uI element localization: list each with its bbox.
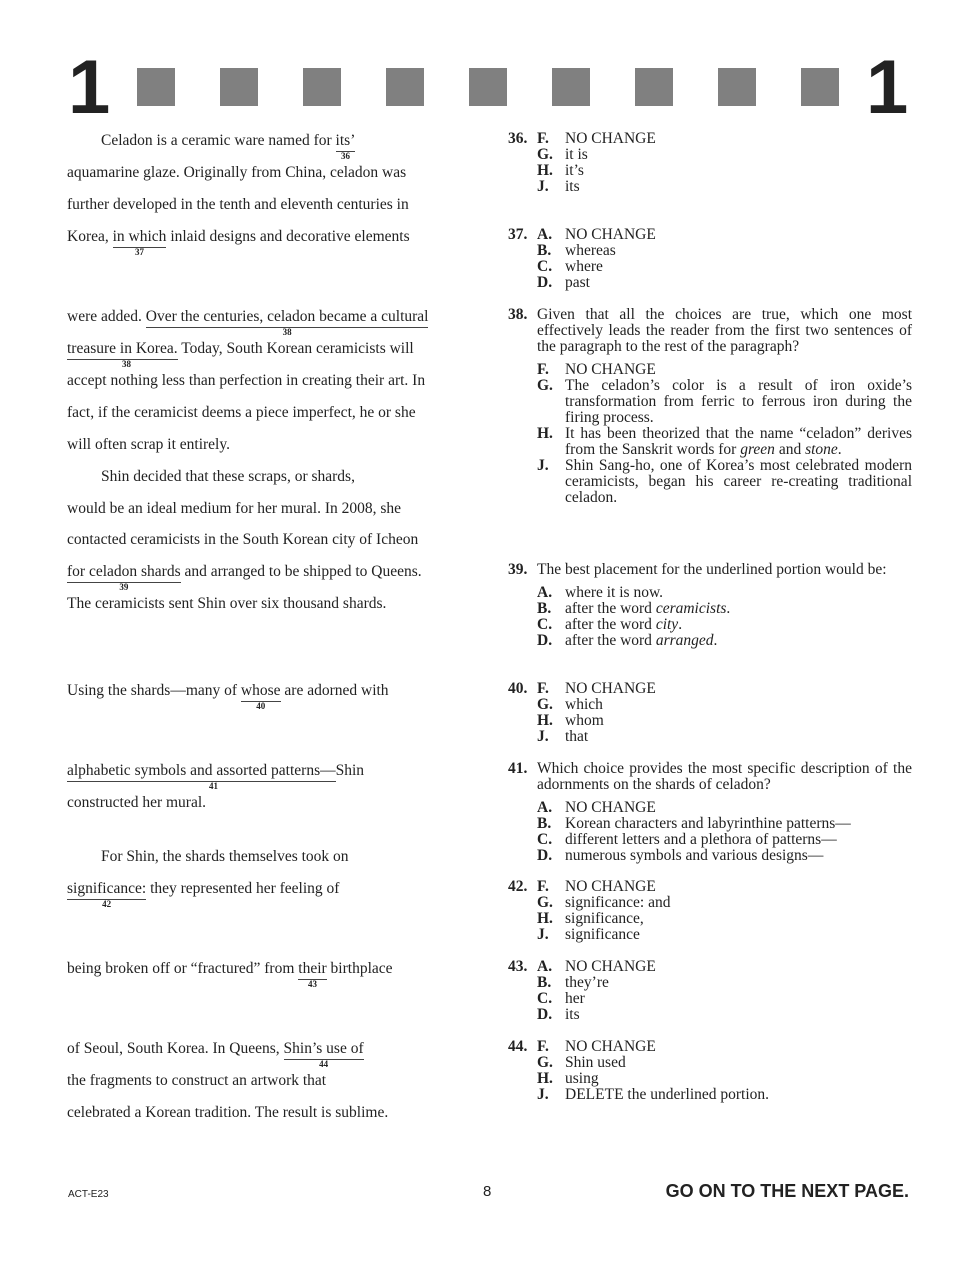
header-square	[801, 68, 839, 106]
answer-option[interactable]: G. The celadon’s color is a result of iron oxide’s transformation from ferric to ferrous iron during the firing process.	[537, 377, 912, 426]
answer-option[interactable]: G. Shin used	[537, 1054, 626, 1071]
underline-38: treasure in Korea. 38	[67, 340, 178, 369]
question-39: 39. The best placement for the underlined portion would be: A. where it is now. B. after the word ceramicists. C. after the word city. D. after the word arranged.	[508, 562, 912, 649]
passage-line: were added. Over the centuries, celadon became a cultural 38	[67, 308, 429, 337]
question-36: 36. F. NO CHANGE G. it is H. it’s J. its	[508, 131, 912, 195]
answer-option[interactable]: C. where	[537, 258, 603, 275]
underline-36: its’ 36	[335, 132, 356, 161]
underline-42: significance: 42	[67, 880, 147, 909]
passage-line: Shin decided that these scraps, or shards,	[101, 468, 355, 485]
passage-line: the fragments to construct an artwork that	[67, 1072, 327, 1089]
passage-line: fact, if the ceramicist deems a piece imperfect, he or she	[67, 404, 416, 421]
passage-line: contacted ceramicists in the South Korean city of Icheon	[67, 531, 419, 548]
underline-41: alphabetic symbols and assorted patterns— 41	[67, 762, 336, 791]
answer-option[interactable]: J. significance	[537, 926, 640, 943]
underline-39: for celadon shards 39	[67, 563, 181, 592]
passage-line: of Seoul, South Korea. In Queens, Shin’s use of 44	[67, 1040, 364, 1069]
answer-option[interactable]: G. which	[537, 696, 603, 713]
passage-line: being broken off or “fractured” from their 43 birthplace	[67, 960, 393, 989]
answer-option[interactable]: F. NO CHANGE	[537, 130, 656, 147]
header-square	[469, 68, 507, 106]
answer-option[interactable]: D. its	[537, 1006, 580, 1023]
header-square	[220, 68, 258, 106]
question-37: 37. A. NO CHANGE B. whereas C. where D. past	[508, 227, 912, 291]
passage-line: treasure in Korea. 38 Today, South Korean ceramicists will	[67, 340, 414, 369]
question-38: 38. Given that all the choices are true, which one most effectively leads the reader from the first two sentences of the paragraph to the rest of the paragraph? F. NO CHANGE G. The celadon’s color is a result of iron oxide’s transformation from ferric to ferrous iron during the firing process. H. It has been theorized that the name “celadon” derives from the Sanskrit words for green and stone. J. Shin Sang-ho, one of Korea’s most celebrated modern ceramicists, began his career re-creating traditional celadon.	[508, 306, 912, 506]
answer-option[interactable]: H. whom	[537, 712, 604, 729]
passage-line: significance: 42 they represented her feeling of	[67, 880, 340, 909]
answer-option[interactable]: H. using	[537, 1070, 599, 1087]
passage-line: For Shin, the shards themselves took on	[101, 848, 349, 865]
question-41: 41. Which choice provides the most specific description of the adornments on the shards of celadon? A. NO CHANGE B. Korean characters and labyrinthine patterns— C. different letters and a plethora of patterns— D. numerous symbols and various designs—	[508, 760, 912, 864]
section-number-left: 1	[68, 45, 111, 130]
answer-option[interactable]: B. after the word ceramicists.	[537, 600, 731, 617]
passage-line: alphabetic symbols and assorted patterns— 41 Shin	[67, 762, 365, 791]
question-44: 44. F. NO CHANGE G. Shin used H. using J. DELETE the underlined portion.	[508, 1039, 912, 1103]
passage-line: Korea, in which 37 inlaid designs and decorative elements	[67, 228, 410, 257]
answer-option[interactable]: J. that	[537, 728, 589, 745]
passage-line: will often scrap it entirely.	[67, 436, 230, 453]
underline-37: in which 37	[112, 228, 167, 257]
answer-option[interactable]: A. NO CHANGE	[537, 958, 656, 975]
answer-option[interactable]: J. DELETE the underlined portion.	[537, 1086, 770, 1103]
header-square	[635, 68, 673, 106]
next-page-notice: GO ON TO THE NEXT PAGE.	[665, 1181, 909, 1201]
section-number-right: 1	[866, 45, 909, 130]
answer-option[interactable]: H. it’s	[537, 162, 584, 179]
answer-option[interactable]: B. they’re	[537, 974, 609, 991]
header-square	[552, 68, 590, 106]
underline-38: Over the centuries, celadon became a cultural 38	[145, 308, 429, 337]
question-43: 43. A. NO CHANGE B. they’re C. her D. its	[508, 959, 912, 1023]
passage-line: The ceramicists sent Shin over six thousand shards.	[67, 595, 387, 612]
question-stem: Which choice provides the most specific description of the adornments on the shards of celadon?	[537, 760, 912, 793]
passage-line: Using the shards—many of whose 40 are adorned with	[67, 682, 389, 711]
passage-line: accept nothing less than perfection in creating their art. In	[67, 372, 426, 389]
answer-option[interactable]: H. significance,	[537, 910, 644, 927]
answer-option[interactable]: D. past	[537, 274, 590, 291]
answer-option[interactable]: G. significance: and	[537, 894, 671, 911]
answer-option[interactable]: G. it is	[537, 146, 588, 163]
answer-option[interactable]: D. numerous symbols and various designs—	[537, 847, 824, 864]
question-42: 42. F. NO CHANGE G. significance: and H. significance, J. significance	[508, 879, 912, 943]
question-stem: The best placement for the underlined portion would be:	[537, 561, 887, 578]
answer-option[interactable]: D. after the word arranged.	[537, 632, 718, 649]
passage-line: celebrated a Korean tradition. The result is sublime.	[67, 1104, 389, 1121]
answer-option[interactable]: F. NO CHANGE	[537, 361, 656, 378]
header-square	[386, 68, 424, 106]
answer-option[interactable]: A. where it is now.	[537, 584, 664, 601]
passage-line: for celadon shards 39 and arranged to be shipped to Queens.	[67, 563, 422, 592]
answer-option[interactable]: J. Shin Sang-ho, one of Korea’s most celebrated modern ceramicists, began his career re-creating traditional celadon.	[537, 457, 912, 506]
answer-option[interactable]: C. after the word city.	[537, 616, 683, 633]
answer-option[interactable]: B. Korean characters and labyrinthine patterns—	[537, 815, 851, 832]
question-stem: Given that all the choices are true, which one most effectively leads the reader from the first two sentences of the paragraph to the rest of the paragraph?	[537, 306, 912, 355]
passage-line: constructed her mural.	[67, 794, 207, 811]
answer-option[interactable]: C. her	[537, 990, 585, 1007]
underline-43: their 43	[298, 960, 327, 989]
underline-40: whose 40	[240, 682, 281, 711]
answer-option[interactable]: C. different letters and a plethora of patterns—	[537, 831, 837, 848]
header-square	[718, 68, 756, 106]
page-number: 8	[483, 1183, 492, 1200]
answer-option[interactable]: F. NO CHANGE	[537, 680, 656, 697]
answer-option[interactable]: J. its	[537, 178, 580, 195]
answer-option[interactable]: A. NO CHANGE	[537, 226, 656, 243]
answer-option[interactable]: H. It has been theorized that the name “celadon” derives from the Sanskrit words for green and stone.	[537, 425, 912, 458]
answer-option[interactable]: B. whereas	[537, 242, 616, 259]
answer-option[interactable]: F. NO CHANGE	[537, 1038, 656, 1055]
answer-option[interactable]: A. NO CHANGE	[537, 799, 656, 816]
question-40: 40. F. NO CHANGE G. which H. whom J. that	[508, 681, 912, 745]
header-square	[137, 68, 175, 106]
passage-line: would be an ideal medium for her mural. In 2008, she	[67, 500, 402, 517]
underline-44: Shin’s use of 44	[283, 1040, 364, 1069]
header-square	[303, 68, 341, 106]
passage-line: further developed in the tenth and eleventh centuries in	[67, 196, 409, 213]
test-code: ACT-E23	[68, 1189, 109, 1200]
answer-option[interactable]: F. NO CHANGE	[537, 878, 656, 895]
passage-line: Celadon is a ceramic ware named for its’ 36	[101, 132, 356, 161]
passage-line: aquamarine glaze. Originally from China, celadon was	[67, 164, 407, 181]
